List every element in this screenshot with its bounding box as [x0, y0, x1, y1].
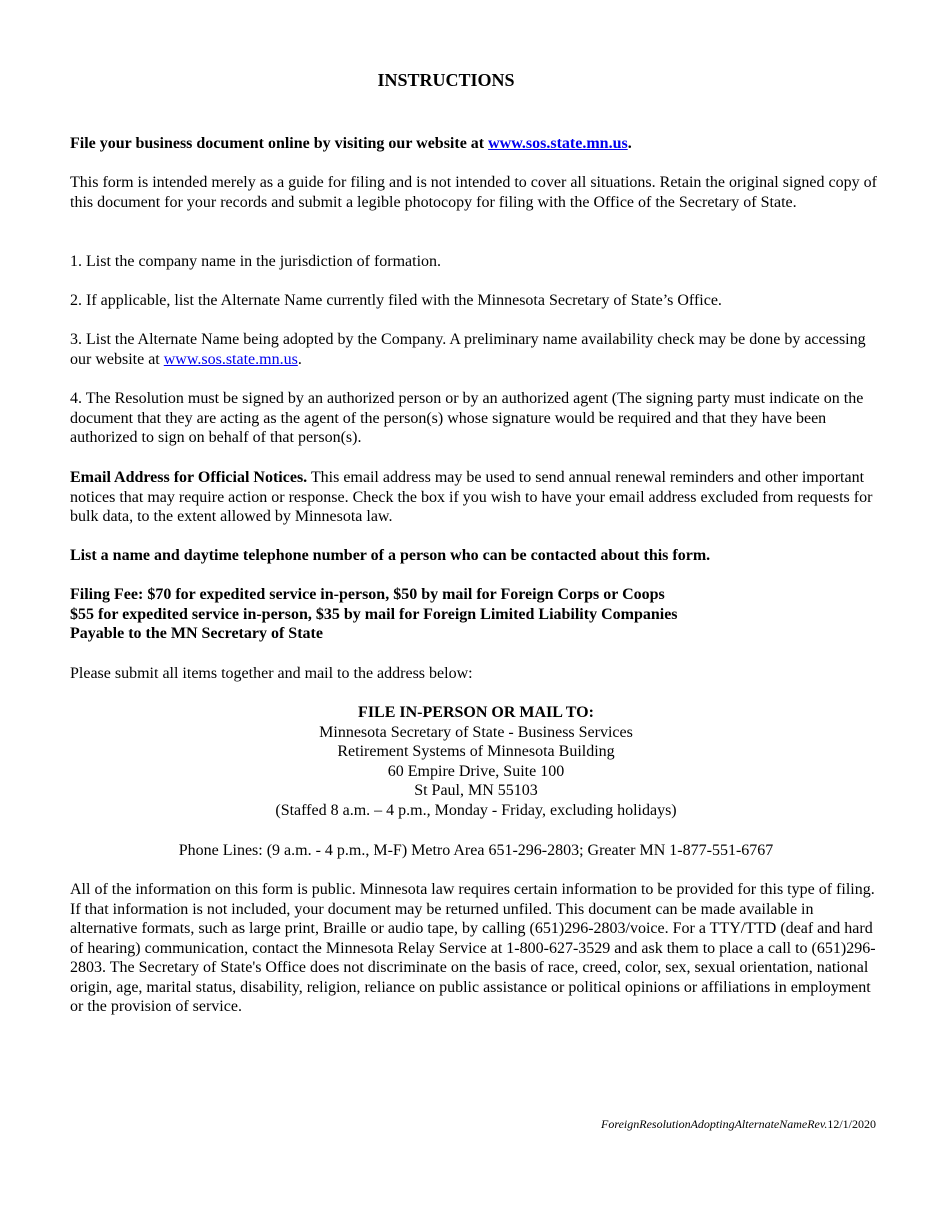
instruction-item-3 — [70, 330, 882, 369]
submit-instruction: Please submit all items together and mail to the address below: — [70, 665, 473, 682]
revision-date: 12/1/2020 — [827, 1117, 876, 1131]
instruction-item-2: 2. If applicable, list the Alternate Name currently filed with the Minnesota Secretary of State’s Office. — [70, 292, 722, 309]
page-title: INSTRUCTIONS — [377, 70, 515, 90]
address-heading: FILE IN-PERSON OR MAIL TO: — [358, 704, 594, 721]
address-line-1: Minnesota Secretary of State - Business Services — [319, 723, 633, 741]
phone-lines: Phone Lines: (9 a.m. - 4 p.m., M-F) Metro Area 651-296-2803; Greater MN 1-877-551-6767 — [178, 842, 774, 859]
email-text: This email address may be used to send annual renewal reminders and other important notices that may require action or response. Check the box if you wish to have your email address excluded from requests for bulk data, to the extent allowed by Minnesota law. — [70, 469, 873, 525]
form-revision-footer — [601, 1117, 876, 1132]
contact-line: List a name and daytime telephone number of a person who can be contacted about this form. — [70, 547, 711, 564]
online-filing-text: File your business document online by visiting our website at — [70, 135, 489, 152]
website-link-2[interactable]: www.sos.state.mn.us — [163, 350, 298, 368]
office-hours: (Staffed 8 a.m. – 4 p.m., Monday - Friday, excluding holidays) — [275, 801, 677, 819]
item-3-text: 3. List the Alternate Name being adopted by the Company. A preliminary name availability check may be done by accessing our website at — [70, 331, 866, 368]
form-name: ForeignResolutionAdoptingAlternateNameRev. — [601, 1117, 828, 1131]
public-information-paragraph: All of the information on this form is public. Minnesota law requires certain information to be provided for this type of filing. If that information is not included, your document may be returned unfiled. This document can be made available in alternative formats, such as large print, Braille or audio tape, by calling (651)296-2803/voice. For a TTY/TTD (deaf and hard of hearing) communication, contact the Minnesota Relay Service at 1-800-627-3529 and ask them to place a call to (651)296-2803. The Secretary of State's Office does not discriminate on the basis of race, creed, color, sex, sexual orientation, national origin, age, marital status, disability, religion, reliance on public assistance or political opinions or affiliations in employment or the provision of service. — [70, 881, 876, 1015]
address-line-3: 60 Empire Drive, Suite 100 — [387, 762, 565, 780]
email-heading: Email Address for Official Notices. — [70, 469, 308, 486]
email-paragraph — [70, 468, 882, 527]
online-filing-line — [70, 134, 882, 154]
mailing-address-block — [70, 703, 882, 820]
filing-fee-line-1: Filing Fee: $70 for expedited service in-person, $50 by mail for Foreign Corps or Coops — [70, 586, 665, 603]
item-3-suffix: . — [297, 350, 302, 368]
address-line-2: Retirement Systems of Minnesota Building — [337, 743, 615, 760]
filing-fee-line-2: $55 for expedited service in-person, $35 by mail for Foreign Limited Liability Companies — [70, 605, 678, 623]
online-filing-suffix: . — [627, 135, 632, 152]
address-line-4: St Paul, MN 55103 — [414, 782, 538, 799]
filing-fee-line-3: Payable to the MN Secretary of State — [70, 625, 323, 642]
website-link[interactable]: www.sos.state.mn.us — [488, 135, 628, 152]
filing-fee-block — [70, 585, 882, 644]
instruction-item-1: 1. List the company name in the jurisdiction of formation. — [70, 253, 442, 270]
intro-paragraph: This form is intended merely as a guide for filing and is not intended to cover all situations. Retain the original signed copy of this document for your records and submit a legible photocopy for filing with the Office of the Secretary of State. — [70, 174, 877, 211]
instruction-item-4: 4. The Resolution must be signed by an authorized person or by an authorized agent (The signing party must indicate on the document that they are acting as the agent of the person(s) whose signature would be required and that they have been authorized to sign on behalf of that person(s). — [70, 390, 864, 446]
